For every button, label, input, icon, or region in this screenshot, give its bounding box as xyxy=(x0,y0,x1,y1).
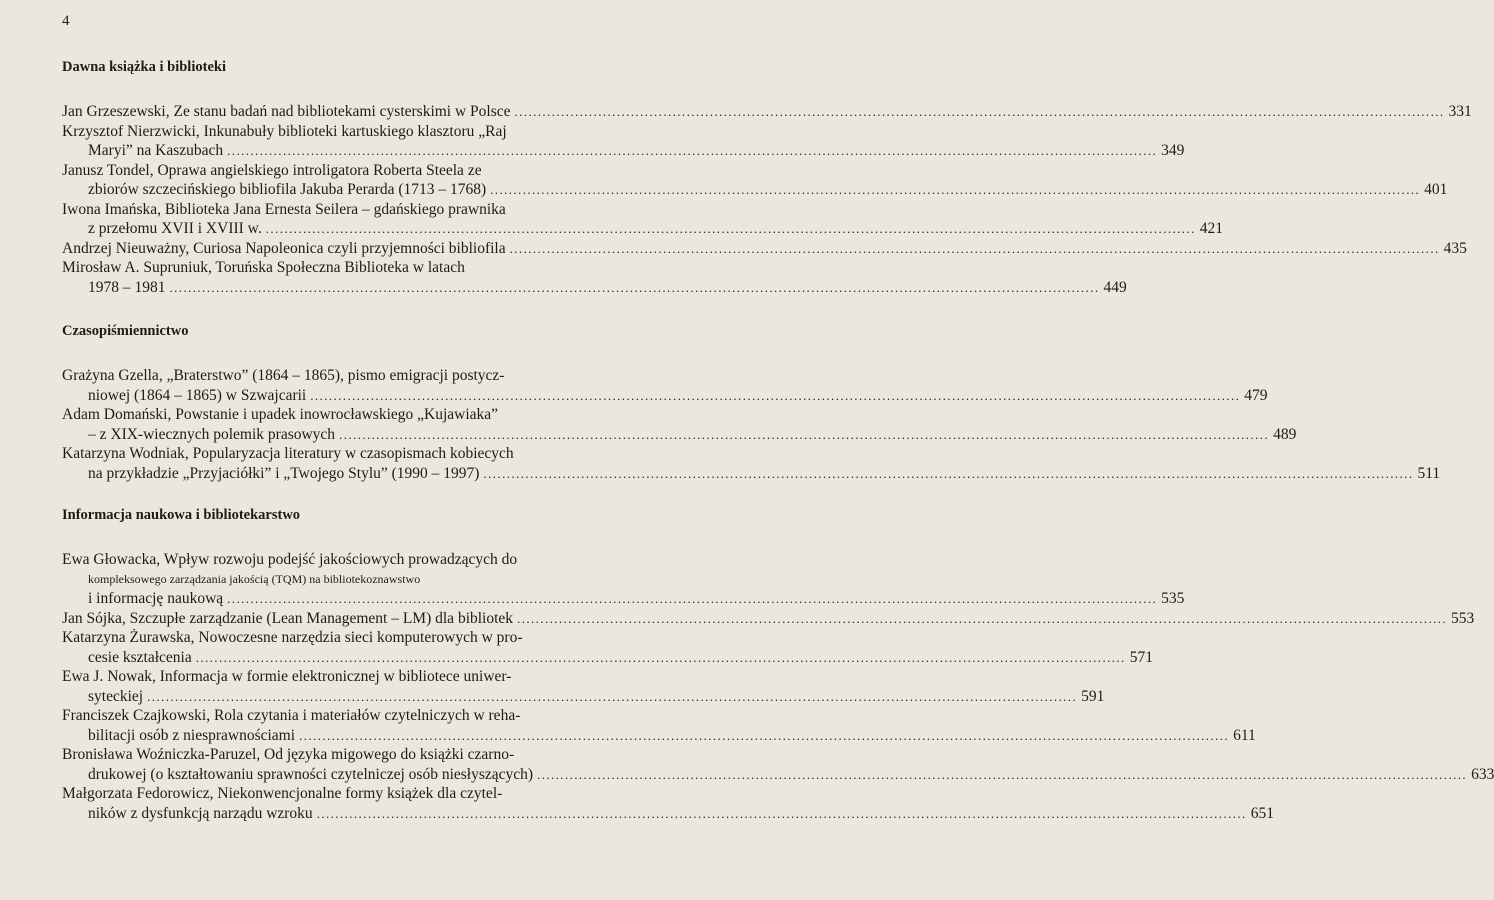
toc-entry-text: zbiorów szczecińskiego bibliofila Jakuba Perarda (1713 – 1768) xyxy=(88,181,487,198)
toc-entry-line: Katarzyna Wodniak, Popularyzacja literatury w czasopismach kobiecych xyxy=(62,445,514,462)
toc-entry-last-line xyxy=(62,589,1185,609)
toc-entry-last-line xyxy=(62,425,1297,445)
toc-entry-line: Franciszek Czajkowski, Rola czytania i materiałów czytelniczych w reha- xyxy=(62,707,521,724)
toc-page-number: 511 xyxy=(1417,464,1441,482)
toc-entry xyxy=(62,444,1441,483)
toc-page-number: 611 xyxy=(1233,726,1256,744)
toc-entry-text: ników z dysfunkcją narządu wzroku xyxy=(88,804,313,822)
dot-leader: ........................................................................................................................................................................................................ xyxy=(227,143,1158,158)
toc-entry-line: Adam Domański, Powstanie i upadek inowrocławskiego „Kujawiaka” xyxy=(62,406,499,423)
dot-leader: ........................................................................................................................................................................................................ xyxy=(147,688,1078,704)
toc-entry-text: niowej (1864 – 1865) w Szwajcarii xyxy=(88,386,307,404)
toc-entry-last-line xyxy=(62,102,1472,122)
toc-entry-text: syteckiej xyxy=(88,687,144,705)
toc-entry-last-line xyxy=(62,804,1274,824)
page-number: 4 xyxy=(62,13,70,29)
dot-leader: ........................................................................................................................................................................................................ xyxy=(509,240,1440,256)
dot-leader: ........................................................................................................................................................................................................ xyxy=(169,279,1100,295)
toc-entry-text: cesie kształcenia xyxy=(88,648,192,666)
toc-entry-line: Janusz Tondel, Oprawa angielskiego introligatora Roberta Steela ze xyxy=(62,161,482,179)
toc-page-number: 489 xyxy=(1273,425,1297,443)
toc-entry xyxy=(62,200,1223,239)
toc-entry-text: Jan Sójka, Szczupłe zarządzanie (Lean Management – LM) dla bibliotek xyxy=(62,609,514,627)
dot-leader: ........................................................................................................................................................................................................ xyxy=(310,387,1241,403)
toc-page-number: 571 xyxy=(1129,648,1153,666)
dot-leader: ........................................................................................................................................................................................................ xyxy=(537,766,1468,782)
toc-entry-text: Jan Grzeszewski, Ze stanu badań nad bibliotekami cysterskimi w Polsce xyxy=(62,103,511,120)
toc-entry-line: Katarzyna Żurawska, Nowoczesne narzędzia sieci komputerowych w pro- xyxy=(62,629,523,646)
toc-page-number: 421 xyxy=(1199,220,1223,237)
toc-entry-line: Grażyna Gzella, „Braterstwo” (1864 – 1865), pismo emigracji postycz- xyxy=(62,367,505,384)
toc-entry xyxy=(62,745,1494,784)
toc-entry-last-line xyxy=(62,141,1185,161)
toc-entry-last-line xyxy=(62,239,1467,259)
toc-entry-line: Małgorzata Fedorowicz, Niekonwencjonalne formy książek dla czytel- xyxy=(62,785,503,802)
section-dawna-ksiazka xyxy=(62,58,1472,297)
toc-entry-last-line xyxy=(62,180,1448,200)
toc-entry-last-line xyxy=(62,464,1441,484)
toc-entry xyxy=(62,609,1475,629)
dot-leader: ........................................................................................................................................................................................................ xyxy=(316,805,1247,821)
toc-entry-line: Bronisława Woźniczka-Paruzel, Od języka migowego do książki czarno- xyxy=(62,746,515,763)
dot-leader: ........................................................................................................................................................................................................ xyxy=(339,426,1270,442)
dot-leader: ........................................................................................................................................................................................................ xyxy=(517,610,1448,626)
toc-entry xyxy=(62,628,1153,667)
dot-leader: ........................................................................................................................................................................................................ xyxy=(195,649,1126,665)
toc-entry xyxy=(62,667,1105,706)
toc-entry-text: bilitacji osób z niesprawnościami xyxy=(88,726,296,744)
toc-entry-text: drukowej (o kształtowaniu sprawności czytelniczej osób niesłyszących) xyxy=(88,765,534,783)
toc-page-number: 331 xyxy=(1448,103,1472,120)
section-title: Dawna książka i biblioteki xyxy=(62,59,226,75)
toc-page-number: 553 xyxy=(1451,609,1475,627)
dot-leader: ........................................................................................................................................................................................................ xyxy=(490,182,1421,197)
toc-entry-text: na przykładzie „Przyjaciółki” i „Twojego Stylu” (1990 – 1997) xyxy=(88,464,480,482)
toc-page-number: 449 xyxy=(1103,278,1127,296)
toc-entry-line: kompleksowego zarządzania jakością (TQM) na bibliotekoznawstwo xyxy=(88,571,421,586)
toc-page-number: 349 xyxy=(1161,142,1185,159)
toc-entry-last-line xyxy=(62,765,1494,785)
toc-entry-line: Ewa J. Nowak, Informacja w formie elektronicznej w bibliotece uniwer- xyxy=(62,668,512,685)
toc-entry-text: Andrzej Nieuważny, Curiosa Napoleonica czyli przyjemności bibliofila xyxy=(62,239,506,257)
toc-entry xyxy=(62,239,1467,259)
section-title: Informacja naukowa i bibliotekarstwo xyxy=(62,507,301,523)
section-title: Czasopiśmiennictwo xyxy=(62,323,189,339)
dot-leader: ........................................................................................................................................................................................................ xyxy=(299,727,1230,743)
toc-entry-line: Ewa Głowacka, Wpływ rozwoju podejść jakościowych prowadzących do xyxy=(62,551,518,568)
toc-entry-last-line xyxy=(62,386,1268,406)
toc-entry xyxy=(62,784,1274,823)
dot-leader: ........................................................................................................................................................................................................ xyxy=(483,465,1414,481)
toc-entry xyxy=(62,258,1127,297)
section-entries xyxy=(62,550,1494,823)
toc-entry xyxy=(62,102,1472,122)
dot-leader: ........................................................................................................................................................................................................ xyxy=(265,221,1196,236)
toc-page-number: 535 xyxy=(1161,590,1185,607)
toc-entry-line: Mirosław A. Supruniuk, Toruńska Społeczna Biblioteka w latach xyxy=(62,259,465,276)
toc-entry-last-line xyxy=(62,219,1223,239)
toc-entry xyxy=(62,122,1185,161)
toc-entry xyxy=(62,405,1297,444)
dot-leader: ........................................................................................................................................................................................................ xyxy=(227,591,1158,606)
dot-leader: ........................................................................................................................................................................................................ xyxy=(514,104,1445,119)
toc-entry-text: Maryi” na Kaszubach xyxy=(88,142,224,159)
section-entries xyxy=(62,102,1472,297)
toc-page-number: 435 xyxy=(1443,239,1467,257)
toc-entry-last-line xyxy=(62,726,1256,746)
toc-entry-line: Iwona Imańska, Biblioteka Jana Ernesta Seilera – gdańskiego prawnika xyxy=(62,200,506,218)
toc-entry-last-line xyxy=(62,687,1105,707)
section-informacja-naukowa xyxy=(62,506,1494,823)
toc-entry-text: i informację naukową xyxy=(88,590,224,607)
toc-entry-text: 1978 – 1981 xyxy=(88,278,166,296)
toc-page-number: 633 xyxy=(1471,765,1494,783)
toc-page-number: 479 xyxy=(1244,386,1268,404)
toc-entry xyxy=(62,550,1185,609)
toc-entry xyxy=(62,706,1256,745)
toc-entry-text: – z XIX-wiecznych polemik prasowych xyxy=(88,425,336,443)
toc-page-number: 591 xyxy=(1081,687,1105,705)
toc-page-number: 651 xyxy=(1250,804,1274,822)
toc-entry-last-line xyxy=(62,609,1475,629)
toc-entry-line: Krzysztof Nierzwicki, Inkunabuły biblioteki kartuskiego klasztoru „Raj xyxy=(62,122,507,140)
section-entries xyxy=(62,366,1441,483)
toc-entry-text: z przełomu XVII i XVIII w. xyxy=(88,220,262,237)
section-czasopismiennictwo xyxy=(62,322,1441,483)
toc-page-number: 401 xyxy=(1424,181,1448,198)
toc-entry-last-line xyxy=(62,648,1153,668)
toc-entry xyxy=(62,366,1268,405)
toc-entry xyxy=(62,161,1448,200)
toc-entry-last-line xyxy=(62,278,1127,298)
